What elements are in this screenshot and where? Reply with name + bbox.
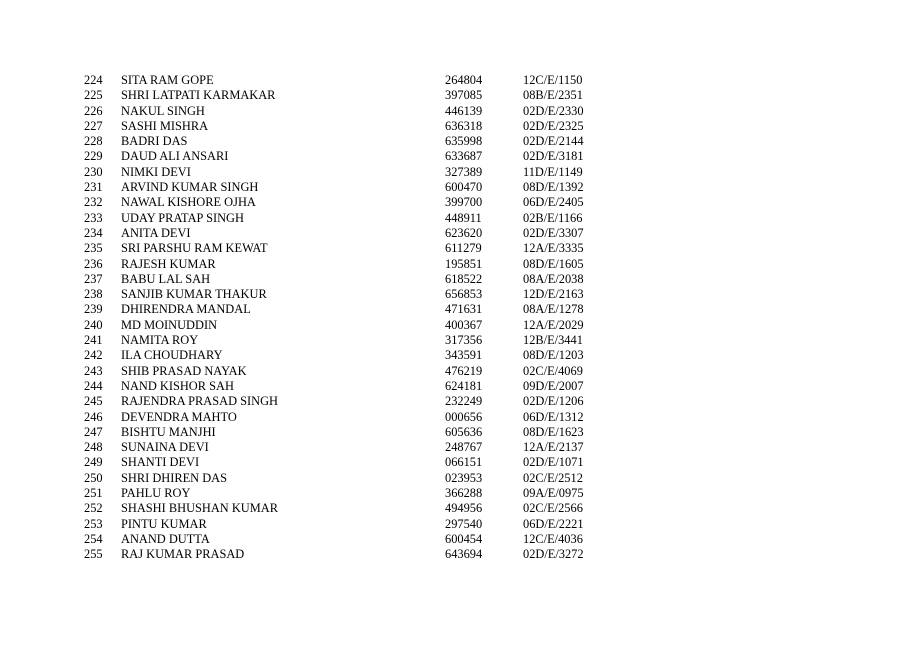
serial-number: 240 — [84, 317, 103, 332]
id-number: 327389 — [445, 164, 483, 179]
reference-code: 12A/E/2029 — [523, 317, 584, 332]
reference-code: 06D/E/2405 — [523, 195, 584, 210]
serial-number: 231 — [84, 180, 103, 195]
id-number: 000656 — [445, 409, 483, 424]
serial-number: 239 — [84, 302, 103, 317]
id-number: 600470 — [445, 180, 483, 195]
reference-code: 02D/E/2330 — [523, 103, 584, 118]
serial-number: 225 — [84, 88, 103, 103]
person-name: SITA RAM GOPE — [121, 73, 214, 87]
reference-code: 08D/E/1623 — [523, 424, 584, 439]
list-item — [84, 165, 644, 180]
serial-number: 253 — [84, 516, 103, 531]
serial-number: 224 — [84, 73, 103, 87]
serial-number: 255 — [84, 547, 103, 562]
person-name: SHASHI BHUSHAN KUMAR — [121, 501, 278, 516]
reference-code: 09D/E/2007 — [523, 378, 584, 393]
reference-code: 02D/E/3181 — [523, 149, 584, 164]
serial-number: 238 — [84, 287, 103, 302]
person-name: SRI PARSHU RAM KEWAT — [121, 241, 268, 256]
person-name: UDAY PRATAP SINGH — [121, 210, 244, 225]
person-name: SHIB PRASAD NAYAK — [121, 363, 247, 378]
id-number: 633687 — [445, 149, 483, 164]
reference-code: 12C/E/1150 — [523, 73, 583, 87]
person-name: BADRI DAS — [121, 134, 188, 149]
person-name: DAUD ALI ANSARI — [121, 149, 229, 164]
serial-number: 234 — [84, 225, 103, 240]
list-item — [84, 547, 644, 562]
id-number: 494956 — [445, 501, 483, 516]
serial-number: 228 — [84, 134, 103, 149]
serial-number: 242 — [84, 348, 103, 363]
list-item — [84, 486, 644, 501]
id-number: 399700 — [445, 195, 483, 210]
reference-code: 08B/E/2351 — [523, 88, 583, 103]
person-name: NAKUL SINGH — [121, 103, 205, 118]
list-item — [84, 241, 644, 256]
id-number: 066151 — [445, 455, 483, 470]
reference-code: 08D/E/1392 — [523, 180, 584, 195]
serial-number: 251 — [84, 486, 103, 501]
person-name: ILA CHOUDHARY — [121, 348, 223, 363]
list-item — [84, 440, 644, 455]
serial-number: 245 — [84, 394, 103, 409]
id-number: 317356 — [445, 333, 483, 348]
serial-number: 243 — [84, 363, 103, 378]
serial-number: 250 — [84, 470, 103, 485]
list-item — [84, 180, 644, 195]
person-name: PAHLU ROY — [121, 486, 191, 501]
person-name: PINTU KUMAR — [121, 516, 207, 531]
id-number: 476219 — [445, 363, 483, 378]
reference-code: 12C/E/4036 — [523, 531, 583, 546]
id-number: 023953 — [445, 470, 483, 485]
serial-number: 232 — [84, 195, 103, 210]
serial-number: 254 — [84, 531, 103, 546]
id-number: 248767 — [445, 440, 483, 455]
serial-number: 246 — [84, 409, 103, 424]
list-item — [84, 333, 644, 348]
person-name: ARVIND KUMAR SINGH — [121, 180, 259, 195]
person-name: RAJ KUMAR PRASAD — [121, 547, 245, 562]
reference-code: 02D/E/1071 — [523, 455, 584, 470]
list-item — [84, 272, 644, 287]
reference-code: 02C/E/2566 — [523, 501, 583, 516]
reference-code: 11D/E/1149 — [523, 164, 583, 179]
list-item — [84, 104, 644, 119]
serial-number: 233 — [84, 210, 103, 225]
list-item — [84, 211, 644, 226]
serial-number: 227 — [84, 118, 103, 133]
person-name: MD MOINUDDIN — [121, 317, 218, 332]
reference-code: 08A/E/2038 — [523, 271, 584, 286]
list-item — [84, 364, 644, 379]
person-name: SHRI DHIREN DAS — [121, 470, 228, 485]
id-number: 232249 — [445, 394, 483, 409]
id-number: 400367 — [445, 317, 483, 332]
list-item — [84, 471, 644, 486]
serial-number: 247 — [84, 424, 103, 439]
reference-code: 02C/E/2512 — [523, 470, 583, 485]
person-name: NAND KISHOR SAH — [121, 378, 234, 393]
list-item — [84, 410, 644, 425]
list-item — [84, 455, 644, 470]
serial-number: 236 — [84, 256, 103, 271]
person-name: RAJENDRA PRASAD SINGH — [121, 394, 278, 409]
list-item — [84, 73, 644, 88]
id-number: 643694 — [445, 547, 483, 562]
reference-code: 12B/E/3441 — [523, 333, 583, 348]
list-item — [84, 517, 644, 532]
serial-number: 237 — [84, 271, 103, 286]
serial-number: 229 — [84, 149, 103, 164]
person-name: SHRI LATPATI KARMAKAR — [121, 88, 276, 103]
serial-number: 244 — [84, 378, 103, 393]
person-name: SHANTI DEVI — [121, 455, 200, 470]
list-item — [84, 226, 644, 241]
serial-number: 235 — [84, 241, 103, 256]
id-number: 618522 — [445, 271, 483, 286]
reference-code: 12D/E/2163 — [523, 287, 584, 302]
list-item — [84, 302, 644, 317]
serial-number: 230 — [84, 164, 103, 179]
id-number: 471631 — [445, 302, 483, 317]
list-item — [84, 257, 644, 272]
reference-code: 08D/E/1203 — [523, 348, 584, 363]
id-number: 448911 — [445, 210, 482, 225]
serial-number: 248 — [84, 440, 103, 455]
list-item — [84, 287, 644, 302]
person-name: BISHTU MANJHI — [121, 424, 216, 439]
reference-code: 09A/E/0975 — [523, 486, 584, 501]
list-item — [84, 501, 644, 516]
reference-code: 06D/E/1312 — [523, 409, 584, 424]
reference-code: 02B/E/1166 — [523, 210, 583, 225]
person-name: NAWAL KISHORE OJHA — [121, 195, 256, 210]
list-item — [84, 88, 644, 103]
person-name: BABU LAL SAH — [121, 271, 211, 286]
id-number: 397085 — [445, 88, 483, 103]
id-number: 264804 — [445, 73, 483, 87]
list-item — [84, 134, 644, 149]
id-number: 446139 — [445, 103, 483, 118]
id-number: 656853 — [445, 287, 483, 302]
id-number: 624181 — [445, 378, 483, 393]
id-number: 611279 — [445, 241, 482, 256]
reference-code: 12A/E/2137 — [523, 440, 584, 455]
list-item — [84, 532, 644, 547]
person-name: RAJESH KUMAR — [121, 256, 216, 271]
id-number: 636318 — [445, 118, 483, 133]
reference-code: 02D/E/2325 — [523, 118, 584, 133]
serial-number: 252 — [84, 501, 103, 516]
serial-number: 226 — [84, 103, 103, 118]
person-name: DHIRENDRA MANDAL — [121, 302, 251, 317]
reference-code: 02C/E/4069 — [523, 363, 583, 378]
record-list — [84, 73, 644, 563]
reference-code: 02D/E/3272 — [523, 547, 584, 562]
person-name: ANITA DEVI — [121, 225, 191, 240]
id-number: 297540 — [445, 516, 483, 531]
person-name: SASHI MISHRA — [121, 118, 209, 133]
person-name: NAMITA ROY — [121, 333, 199, 348]
id-number: 343591 — [445, 348, 483, 363]
person-name: ANAND DUTTA — [121, 531, 210, 546]
reference-code: 08D/E/1605 — [523, 256, 584, 271]
list-item — [84, 348, 644, 363]
serial-number: 241 — [84, 333, 103, 348]
reference-code: 08A/E/1278 — [523, 302, 584, 317]
person-name: NIMKI DEVI — [121, 164, 191, 179]
list-item — [84, 149, 644, 164]
reference-code: 12A/E/3335 — [523, 241, 584, 256]
list-item — [84, 195, 644, 210]
id-number: 605636 — [445, 424, 483, 439]
reference-code: 02D/E/1206 — [523, 394, 584, 409]
id-number: 366288 — [445, 486, 483, 501]
list-item — [84, 379, 644, 394]
id-number: 195851 — [445, 256, 483, 271]
person-name: DEVENDRA MAHTO — [121, 409, 237, 424]
id-number: 623620 — [445, 225, 483, 240]
person-name: SUNAINA DEVI — [121, 440, 209, 455]
list-item — [84, 119, 644, 134]
serial-number: 249 — [84, 455, 103, 470]
person-name: SANJIB KUMAR THAKUR — [121, 287, 267, 302]
list-item — [84, 318, 644, 333]
reference-code: 02D/E/2144 — [523, 134, 584, 149]
id-number: 635998 — [445, 134, 483, 149]
list-item — [84, 425, 644, 440]
id-number: 600454 — [445, 531, 483, 546]
reference-code: 06D/E/2221 — [523, 516, 584, 531]
reference-code: 02D/E/3307 — [523, 225, 584, 240]
list-item — [84, 394, 644, 409]
